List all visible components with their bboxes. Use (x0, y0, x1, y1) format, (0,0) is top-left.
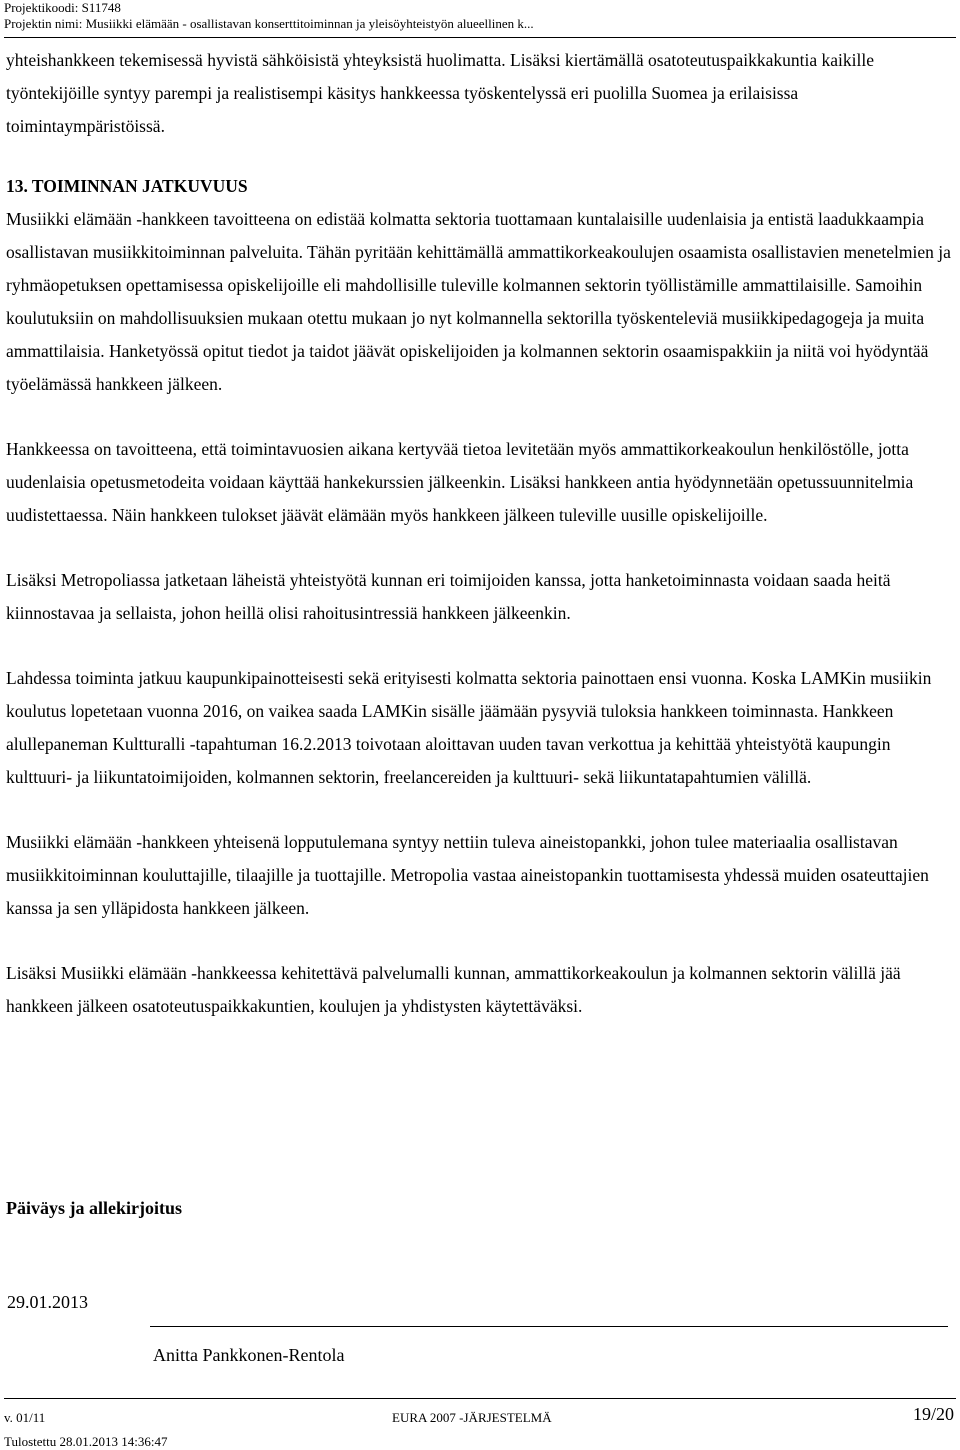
signature-line (150, 1326, 948, 1327)
paragraph: Lahdessa toiminta jatkuu kaupunkipainotteisesti sekä erityisesti kolmatta sektoria painottaen ensi vuonna. Koska LAMKin musiikin koulutus lopetetaan vuonna 2016, on vaikea saada LAMKin sisälle jäämään pysyviä tuloksia hankkeen toiminnasta. Hankkeen alullepaneman Kultturalli -tapahtuman 16.2.2013 toivotaan aloittavan uuden tavan verkottua ja kehittää yhteistyötä kaupungin kulttuuri- ja liikuntatoimijoiden, kolmannen sektorin, freelancereiden ja kulttuuri- sekä liikuntatapahtumien välillä. (6, 668, 932, 787)
print-timestamp: Tulostettu 28.01.2013 14:36:47 (4, 1434, 168, 1449)
page-header (4, 0, 534, 32)
signature-date: 29.01.2013 (7, 1292, 88, 1312)
paragraph: Lisäksi Metropoliassa jatketaan läheistä yhteistyötä kunnan eri toimijoiden kanssa, jotta hanketoiminnasta voidaan saada heitä kiinnostavaa ja sellaista, johon heillä olisi rahoitusintressiä hankkeen jälkeenkin. (6, 570, 891, 623)
intro-paragraph: yhteishankkeen tekemisessä hyvistä sähköisistä yhteyksistä huolimatta. Lisäksi kiertämällä osatoteutuspaikkakuntia kaikille työntekijöille syntyy parempi ja realistisempi käsitys hankkeessa työskentelyssä eri puolilla Suomea ja erilaisissa toimintaympäristöissä. (6, 50, 875, 136)
paragraph: Hankkeessa on tavoitteena, että toimintavuosien aikana kertyvää tietoa levitetään myös ammattikorkeakoulun henkilöstölle, jotta uudenlaisia opetusmetodeita voidaan käyttää hankekurssien jälkeenkin. Lisäksi hankkeen antia hyödynnetään opetussuunnitelmia uudistettaessa. Näin hankkeen tulokset jäävät elämään myös hankkeen jälkeen tuleville uusille opiskelijoille. (6, 439, 914, 525)
project-code: Projektikoodi: S11748 (4, 0, 121, 15)
paragraph: Musiikki elämään -hankkeen tavoitteena on edistää kolmatta sektoria tuottamaan kuntalaisille uudenlaisia ja entistä laadukkaampia osallistavan musiikkitoiminnan palveluita. Tähän pyritään kehittämällä ammattikorkeakoulujen osaamista osallistavien menetelmien ja ryhmäopetuksen opettamisessa opiskelijoille eli mahdollisille tuleville kolmannen sektorin työllistämille ammattilaisille. Samoihin koulutuksiin on mahdollisuuksien mukaan otettu mukaan jo nyt kolmannella sektorilla työskenteleviä musiikkipedagogeja ja muita ammattilaisia. Hanketyössä opitut tiedot ja taidot jäävät opiskelijoiden ja kolmannen sektorin osaamispakkiin ja niitä voi hyödyntää työelämässä hankkeen jälkeen. (6, 209, 951, 394)
document-body (6, 44, 956, 1023)
paragraph: Musiikki elämään -hankkeen yhteisenä lopputulemana syntyy nettiin tuleva aineistopankki, johon tulee materiaalia osallistavan musiikkitoiminnan kouluttajille, tilaajille ja tuottajille. Metropolia vastaa aineistopankin tuottamisesta yhdessä muiden osateuttajien kanssa ja sen ylläpidosta hankkeen jälkeen. (6, 832, 929, 918)
project-name: Projektin nimi: Musiikki elämään - osallistavan konserttitoiminnan ja yleisöyhteistyön alueellinen k... (4, 16, 534, 31)
signature-title: Päiväys ja allekirjoitus (6, 1198, 182, 1218)
footer-divider (4, 1398, 956, 1399)
paragraph: Lisäksi Musiikki elämään -hankkeessa kehitettävä palvelumalli kunnan, ammattikorkeakoulun ja kolmannen sektorin välillä jää hankkeen jälkeen osatoteutuspaikkakuntien, koulujen ja yhdistysten käytettäväksi. (6, 963, 901, 1016)
system-name: EURA 2007 -JÄRJESTELMÄ (392, 1410, 552, 1425)
section-heading: 13. TOIMINNAN JATKUVUUS (6, 176, 248, 196)
form-version: v. 01/11 (4, 1410, 46, 1425)
page-number: 19/20 (912, 1404, 954, 1424)
header-divider (4, 37, 956, 38)
signer-name: Anitta Pankkonen-Rentola (153, 1345, 345, 1365)
